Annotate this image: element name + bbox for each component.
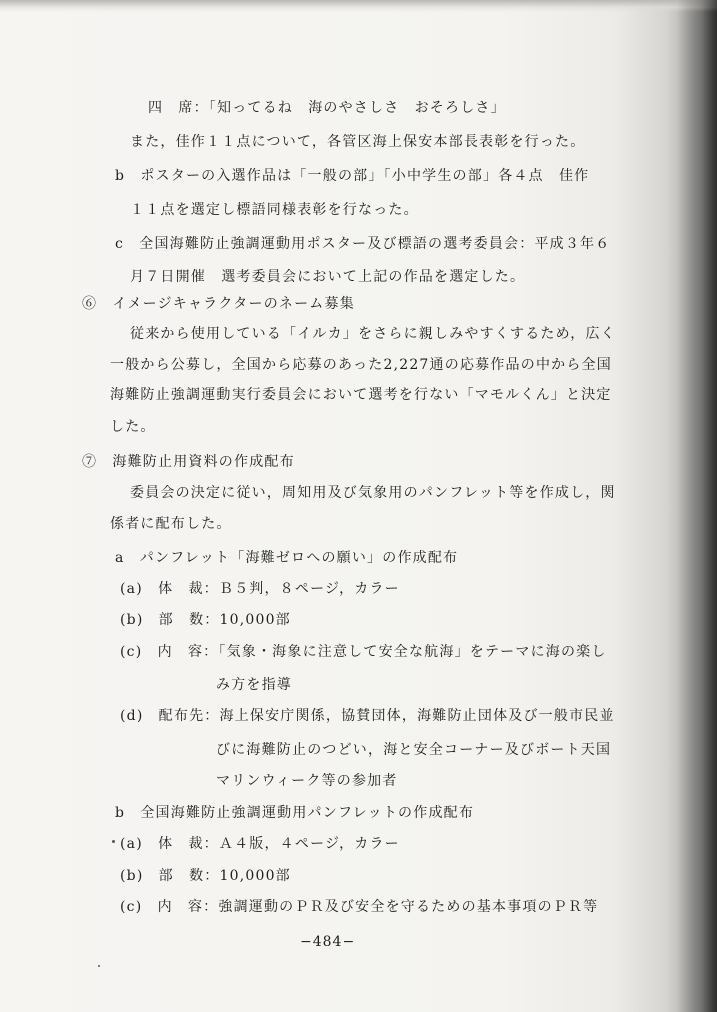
text-line: マリンウィーク等の参加者 [216,773,398,789]
text-line: b ポスターの入選作品は「一般の部」「小中学生の部」各４点 佳作 [115,168,590,184]
text-line: 一般から公募し，全国から応募のあった2,227通の応募作品の中から全国 [110,357,612,373]
page-number: −484− [300,934,356,950]
section-heading: ⑥ イメージキャラクターのネーム募集 [82,296,355,312]
text-line: 委員会の決定に従い，周知用及び気象用のパンフレット等を作成し，関 [130,485,616,501]
text-line: した。 [110,419,156,435]
text-line: また，佳作１１点について，各管区海上保安本部長表彰を行った。 [130,134,586,150]
text-line: (a) 体 裁：Ａ４版，４ページ，カラー [120,836,400,852]
text-line: (c) 内 容：「気象・海象に注意して安全な航海」をテーマに海の楽し [120,644,607,660]
binding-shadow [677,0,717,1012]
text-line: a パンフレット「海難ゼロへの願い」の作成配布 [115,550,459,566]
text-line: 従来から使用している「イルカ」をさらに親しみやすくするため，広く [130,326,616,342]
text-line: (b) 部 数：10,000部 [120,612,291,628]
section-heading: ⑦ 海難防止用資料の作成配布 [82,454,295,470]
text-line: (c) 内 容：強調運動のＰＲ及び安全を守るための基本事項のＰＲ等 [120,899,599,915]
text-line: １１点を選定し標語同様表彰を行なった。 [130,202,419,218]
text-line: 係者に配布した。 [110,516,232,532]
text-line: 四 席：「知ってるね 海のやさしさ おそろしさ」 [148,100,506,116]
page-top-shadow [0,0,717,12]
scan-speck [112,840,115,843]
text-line: c 全国海難防止強調運動用ポスター及び標語の選考委員会：平成３年６ [115,236,611,252]
text-line: (b) 部 数：10,000部 [120,868,291,884]
text-line: 海難防止強調運動実行委員会において選考を行ない「マモルくん」と決定 [110,387,612,403]
text-line: (d) 配布先：海上保安庁関係，協賛団体，海難防止団体及び一般市民並 [120,708,615,724]
text-line: びに海難防止のつどい，海と安全コーナー及びボート天国 [216,742,612,758]
text-line: b 全国海難防止強調運動用パンフレットの作成配布 [115,805,475,821]
scan-speck [98,965,100,967]
text-line: (a) 体 裁：Ｂ５判，８ページ，カラー [120,581,400,597]
text-line: 月７日開催 選考委員会において上記の作品を選定した。 [130,269,526,285]
text-line: み方を指導 [216,677,292,693]
